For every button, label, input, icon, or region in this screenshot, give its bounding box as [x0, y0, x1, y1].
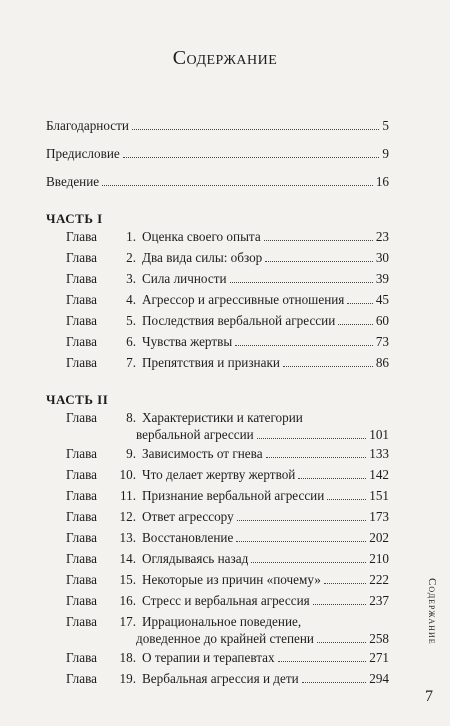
leader-dots [230, 281, 373, 283]
leader-dots [302, 681, 367, 683]
chapter-page: 101 [369, 427, 389, 442]
toc-chapter [66, 671, 389, 687]
leader-dots [266, 456, 367, 458]
leader-dots [251, 561, 366, 563]
page-title: Содержание [172, 47, 278, 69]
chapter-prefix: Глава [66, 334, 97, 349]
chapter-prefix: Глава [66, 410, 97, 425]
chapter-prefix: Глава [66, 313, 97, 328]
chapter-title: Стресс и вербальная агрессия [142, 593, 310, 608]
chapter-page: 86 [375, 355, 389, 370]
toc-entry-front [46, 118, 389, 134]
leader-dots [235, 344, 373, 346]
chapter-number: 7. [126, 355, 136, 370]
toc-chapter [66, 334, 389, 350]
chapter-prefix: Глава [66, 593, 97, 608]
entry-page: 16 [375, 174, 389, 189]
toc-chapter [66, 509, 389, 525]
chapter-page: 210 [369, 551, 389, 566]
toc-chapter [66, 313, 389, 329]
chapter-title: Оценка своего опыта [142, 229, 261, 244]
toc-chapter-line2 [136, 427, 389, 443]
chapter-page: 151 [369, 488, 389, 503]
chapter-title: Препятствия и признаки [142, 355, 280, 370]
toc-chapter [66, 292, 389, 308]
chapter-prefix: Глава [66, 250, 97, 265]
chapter-page: 30 [375, 250, 389, 265]
chapter-title: Агрессор и агрессивные отношения [142, 292, 345, 307]
leader-dots [338, 323, 373, 325]
leader-dots [298, 477, 366, 479]
chapter-page: 294 [369, 671, 389, 686]
leader-dots [123, 156, 380, 158]
chapter-number: 11. [120, 488, 136, 503]
chapter-number: 2. [126, 250, 136, 265]
toc-chapter-line1 [66, 614, 389, 630]
chapter-prefix: Глава [66, 671, 97, 686]
chapter-title: О терапии и терапевтах [142, 650, 275, 665]
leader-dots [283, 365, 373, 367]
toc-chapter [66, 229, 389, 245]
chapter-number: 9. [126, 446, 136, 461]
chapter-page: 222 [369, 572, 389, 587]
chapter-number: 13. [119, 530, 136, 545]
leader-dots [236, 540, 366, 542]
entry-title: Введение [46, 174, 100, 189]
chapter-title: Два вида силы: обзор [142, 250, 263, 265]
leader-dots [237, 519, 367, 521]
chapter-title: Последствия вербальной агрессии [142, 313, 336, 328]
toc-chapter-line1 [66, 410, 389, 426]
chapter-number: 16. [119, 593, 136, 608]
chapter-number: 5. [126, 313, 136, 328]
chapter-page: 23 [375, 229, 389, 244]
chapter-page: 271 [369, 650, 389, 665]
toc-chapter [66, 572, 389, 588]
chapter-page: 73 [375, 334, 389, 349]
chapter-prefix: Глава [66, 271, 97, 286]
chapter-title: Восстановление [142, 530, 234, 545]
chapter-number: 18. [119, 650, 136, 665]
chapter-title-cont: вербальной агрессии [136, 427, 254, 442]
toc-chapter-line2 [136, 631, 389, 647]
chapter-page: 202 [369, 530, 389, 545]
toc-chapter [66, 250, 389, 266]
chapter-page: 237 [369, 593, 389, 608]
leader-dots [132, 128, 379, 130]
chapter-prefix: Глава [66, 229, 97, 244]
toc-chapter [66, 467, 389, 483]
entry-page: 5 [382, 118, 389, 133]
part-heading: ЧАСТЬ I [46, 211, 103, 226]
leader-dots [324, 582, 366, 584]
chapter-prefix: Глава [66, 355, 97, 370]
chapter-number: 6. [126, 334, 136, 349]
chapter-prefix: Глава [66, 292, 97, 307]
toc-entry-front [46, 174, 389, 190]
running-head: Содержание [426, 578, 438, 645]
chapter-title: Что делает жертву жертвой [142, 467, 296, 482]
leader-dots [347, 302, 372, 304]
chapter-prefix: Глава [66, 572, 97, 587]
chapter-title-cont: доведенное до крайней степени [136, 631, 314, 646]
toc-chapter [66, 355, 389, 371]
chapter-number: 19. [119, 671, 136, 686]
chapter-title: Вербальная агрессия и дети [142, 671, 299, 686]
chapter-title: Ответ агрессору [142, 509, 234, 524]
chapter-title: Иррациональное поведение, [142, 614, 302, 629]
chapter-prefix: Глава [66, 530, 97, 545]
chapter-number: 14. [119, 551, 136, 566]
chapter-title: Оглядываясь назад [142, 551, 249, 566]
chapter-page: 60 [375, 313, 389, 328]
chapter-prefix: Глава [66, 614, 97, 629]
chapter-number: 17. [119, 614, 136, 629]
chapter-prefix: Глава [66, 467, 97, 482]
toc-entry-front [46, 146, 389, 162]
chapter-title: Зависимость от гнева [142, 446, 263, 461]
chapter-prefix: Глава [66, 446, 97, 461]
toc-chapter [66, 488, 389, 504]
toc-chapter [66, 271, 389, 287]
leader-dots [313, 603, 367, 605]
chapter-page: 142 [369, 467, 389, 482]
leader-dots [278, 660, 367, 662]
chapter-title: Некоторые из причин «почему» [142, 572, 321, 587]
leader-dots [265, 260, 373, 262]
entry-title: Предисловие [46, 146, 120, 161]
chapter-page: 133 [369, 446, 389, 461]
toc-chapter [66, 593, 389, 609]
chapter-number: 10. [119, 467, 136, 482]
leader-dots [102, 184, 373, 186]
chapter-title: Характеристики и категории [142, 410, 303, 425]
chapter-number: 8. [126, 410, 136, 425]
toc-chapter [66, 446, 389, 462]
chapter-prefix: Глава [66, 650, 97, 665]
entry-title: Благодарности [46, 118, 129, 133]
toc-chapter [66, 551, 389, 567]
leader-dots [257, 437, 366, 439]
chapter-page: 45 [375, 292, 389, 307]
chapter-title: Признание вербальной агрессии [142, 488, 325, 503]
chapter-page: 258 [369, 631, 389, 646]
chapter-number: 3. [126, 271, 136, 286]
leader-dots [264, 239, 373, 241]
page-number: 7 [425, 688, 433, 705]
chapter-title: Чувства жертвы [142, 334, 233, 349]
entry-page: 9 [382, 146, 389, 161]
chapter-page: 39 [375, 271, 389, 286]
part-heading: ЧАСТЬ II [46, 392, 109, 407]
chapter-page: 173 [369, 509, 389, 524]
leader-dots [327, 498, 366, 500]
chapter-number: 4. [126, 292, 136, 307]
chapter-number: 1. [126, 229, 136, 244]
toc-chapter [66, 530, 389, 546]
chapter-number: 12. [119, 509, 136, 524]
chapter-prefix: Глава [66, 488, 97, 503]
chapter-prefix: Глава [66, 509, 97, 524]
toc-chapter [66, 650, 389, 666]
leader-dots [317, 641, 366, 643]
chapter-title: Сила личности [142, 271, 227, 286]
chapter-number: 15. [119, 572, 136, 587]
chapter-prefix: Глава [66, 551, 97, 566]
